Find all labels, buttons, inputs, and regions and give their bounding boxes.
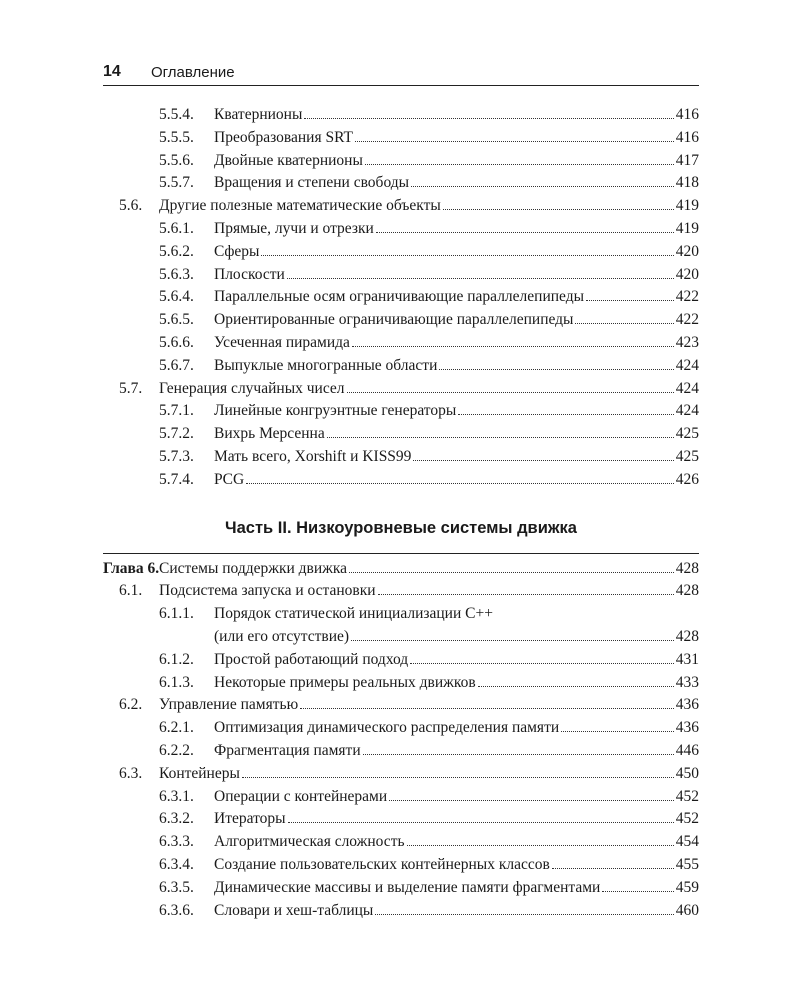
- toc-entry-title: Линейные конгруэнтные генераторы: [214, 402, 457, 420]
- dot-leader: [378, 593, 674, 595]
- toc-entry: [103, 218, 699, 241]
- toc-section-before: [103, 104, 699, 492]
- dot-leader: [411, 185, 674, 187]
- toc-entry-page: 416: [675, 106, 699, 123]
- toc-entry-page: 446: [675, 741, 699, 759]
- toc-entry-title: Параллельные осям ограничивающие параллелепипеды: [214, 288, 585, 306]
- toc-entry: [103, 332, 699, 355]
- toc-entry-title: Оптимизация динамического распределения памяти: [214, 719, 560, 737]
- toc-entry: [103, 603, 699, 649]
- toc-entry-number: 6.3.5.: [159, 878, 194, 896]
- toc-entry-number: 5.6.3.: [159, 265, 194, 283]
- toc-entry: [103, 355, 699, 378]
- toc-entry-title: Подсистема запуска и остановки: [159, 582, 376, 600]
- toc-entry-number: Глава 6.: [103, 559, 160, 577]
- dot-leader: [261, 254, 673, 256]
- toc-entry: [103, 900, 699, 923]
- toc-entry-number: 6.1.: [119, 582, 143, 600]
- toc-entry-number: 6.3.2.: [159, 810, 194, 828]
- toc-entry-title: Генерация случайных чисел: [159, 379, 345, 397]
- toc-entry-title: Алгоритмическая сложность: [214, 833, 405, 851]
- toc-entry-number: 5.7.4.: [159, 470, 194, 488]
- toc-entry-title: Некоторые примеры реальных движков: [214, 673, 476, 691]
- toc-entry-title-line1: Порядок статической инициализации С++: [214, 605, 493, 623]
- dot-leader: [389, 799, 674, 801]
- toc-entry-number: 6.2.1.: [159, 719, 194, 737]
- toc-entry-title: Выпуклые многогранные области: [214, 356, 438, 374]
- dot-leader: [602, 890, 673, 892]
- toc-entry-title: Динамические массивы и выделение памяти фрагментами: [214, 878, 601, 896]
- toc-entry-title: Системы поддержки движка: [159, 559, 348, 577]
- toc-entry-number: 5.6.2.: [159, 242, 194, 260]
- toc-entry-page: 416: [675, 128, 699, 146]
- toc-entry: [103, 309, 699, 332]
- toc-entry-page: 420: [675, 265, 699, 283]
- running-title: Оглавление: [151, 64, 235, 81]
- toc-entry-number: 6.2.: [119, 696, 143, 714]
- toc-entry-number: 6.3.6.: [159, 901, 194, 919]
- toc-entry-page: 422: [675, 288, 699, 306]
- toc-entry-page: 428: [675, 582, 699, 600]
- dot-leader: [552, 867, 674, 869]
- dot-leader: [376, 231, 674, 233]
- toc-entry: [103, 264, 699, 287]
- dot-leader: [287, 277, 674, 279]
- toc-entry: [103, 717, 699, 740]
- toc-entry: [103, 877, 699, 900]
- toc-entry: [103, 286, 699, 309]
- toc-entry-number: 5.7.2.: [159, 425, 194, 443]
- toc-entry-title: Усеченная пирамида: [214, 333, 350, 351]
- dot-leader: [347, 391, 674, 393]
- toc-entry-title: Преобразования SRT: [214, 128, 353, 146]
- toc-entry-title: Плоскости: [214, 265, 285, 283]
- toc-entry-title: Вихрь Мерсенна: [214, 425, 325, 443]
- toc-entry: [103, 150, 699, 173]
- toc-entry-title: Мать всего, Xorshift и KISS99: [214, 447, 412, 465]
- dot-leader: [355, 140, 674, 142]
- toc-entry-title: (или его отсутствие): [214, 627, 350, 645]
- table-of-contents: [103, 104, 699, 922]
- toc-entry: [103, 172, 699, 195]
- dot-leader: [413, 459, 673, 461]
- toc-entry-page: 426: [675, 470, 699, 488]
- toc-entry-title: Двойные кватернионы: [214, 151, 363, 169]
- toc-entry-page: 419: [675, 219, 699, 237]
- toc-entry-page: 418: [675, 174, 699, 192]
- toc-entry-page: 454: [675, 833, 699, 851]
- toc-entry: [103, 672, 699, 695]
- dot-leader: [561, 730, 674, 732]
- toc-entry-title: Ориентированные ограничивающие параллелепипеды: [214, 311, 574, 329]
- toc-entry-number: 6.1.2.: [159, 650, 194, 668]
- toc-entry-title: Итераторы: [214, 810, 286, 828]
- toc-entry: [103, 104, 699, 127]
- dot-leader: [288, 821, 674, 823]
- toc-entry-number: 6.1.3.: [159, 673, 194, 691]
- dot-leader: [363, 753, 674, 755]
- toc-entry: [103, 241, 699, 264]
- page-header: [103, 63, 699, 86]
- dot-leader: [242, 776, 674, 778]
- toc-entry-page: 428: [675, 627, 699, 645]
- dot-leader: [586, 299, 674, 301]
- toc-entry: [103, 400, 699, 423]
- toc-entry-title: Управление памятью: [159, 696, 299, 714]
- toc-entry-number: 6.3.3.: [159, 833, 194, 851]
- toc-entry-page: 428: [675, 559, 699, 577]
- dot-leader: [351, 639, 674, 641]
- dot-leader: [407, 844, 674, 846]
- toc-entry: [103, 378, 699, 401]
- toc-entry-number: 5.5.5.: [159, 128, 194, 146]
- toc-entry: [103, 740, 699, 763]
- toc-entry-number: 5.6.4.: [159, 288, 194, 306]
- toc-entry-page: 436: [675, 696, 699, 714]
- toc-entry-title: PCG: [214, 470, 245, 488]
- toc-entry-number: 5.6.5.: [159, 311, 194, 329]
- toc-entry-page: 425: [675, 425, 699, 443]
- part-title: Часть II. Низкоуровневые системы движка: [225, 518, 577, 537]
- dot-leader: [300, 707, 674, 709]
- dot-leader: [365, 163, 674, 165]
- toc-entry-page: 424: [675, 379, 699, 397]
- toc-entry-page: 450: [675, 764, 699, 782]
- toc-entry-title: Простой работающий подход: [214, 650, 409, 668]
- dot-leader: [375, 913, 673, 915]
- toc-entry-title: Создание пользовательских контейнерных классов: [214, 855, 550, 873]
- toc-entry: [103, 854, 699, 877]
- toc-entry: [103, 649, 699, 672]
- toc-entry: [103, 558, 699, 581]
- toc-entry-page: 425: [675, 447, 699, 465]
- page-number: 14: [103, 63, 121, 80]
- toc-entry-page: 423: [675, 333, 699, 351]
- toc-entry-title: Прямые, лучи и отрезки: [214, 219, 374, 237]
- toc-entry-number: 5.7.3.: [159, 447, 194, 465]
- toc-entry-page: 424: [675, 402, 699, 420]
- toc-entry: [103, 694, 699, 717]
- toc-entry: [103, 786, 699, 809]
- toc-entry-page: 459: [675, 878, 699, 896]
- dot-leader: [352, 345, 674, 347]
- toc-entry-page: 433: [675, 673, 699, 691]
- toc-entry: [103, 808, 699, 831]
- toc-entry-number: 5.7.1.: [159, 402, 194, 420]
- toc-entry-number: 5.5.6.: [159, 151, 194, 169]
- toc-entry-title: Операции с контейнерами: [214, 787, 388, 805]
- toc-entry-number: 5.6.: [119, 197, 143, 215]
- dot-leader: [246, 482, 674, 484]
- toc-entry-title: Контейнеры: [159, 764, 240, 782]
- toc-entry: [103, 446, 699, 469]
- toc-entry-number: 6.1.1.: [159, 605, 194, 623]
- toc-entry-page: 420: [675, 242, 699, 260]
- toc-entry-page: 417: [675, 151, 699, 169]
- toc-entry: [103, 580, 699, 603]
- toc-entry: [103, 195, 699, 218]
- toc-entry: [103, 763, 699, 786]
- toc-entry: [103, 127, 699, 150]
- toc-entry-number: 5.6.6.: [159, 333, 194, 351]
- toc-entry-number: 5.6.1.: [159, 219, 194, 237]
- dot-leader: [575, 322, 673, 324]
- toc-entry-number: 5.7.: [119, 379, 143, 397]
- toc-entry-page: 419: [675, 197, 699, 215]
- toc-entry-page: 460: [675, 901, 699, 919]
- toc-section-after: [103, 558, 699, 923]
- toc-entry-page: 424: [675, 356, 699, 374]
- toc-entry-title: Другие полезные математические объекты: [159, 197, 441, 215]
- toc-entry-page: 436: [675, 719, 699, 737]
- toc-entry-page: 431: [675, 650, 699, 668]
- dot-leader: [458, 413, 673, 415]
- part-divider: [103, 539, 699, 554]
- toc-entry-title: Кватернионы: [214, 106, 303, 123]
- toc-entry-number: 5.5.4.: [159, 106, 194, 123]
- dot-leader: [478, 685, 674, 687]
- toc-entry: [103, 831, 699, 854]
- dot-leader: [439, 368, 673, 370]
- toc-entry-title: Словари и хеш-таблицы: [214, 901, 374, 919]
- toc-entry-title: Вращения и степени свободы: [214, 174, 410, 192]
- toc-entry-number: 5.5.7.: [159, 174, 194, 192]
- toc-entry-title: Фрагментация памяти: [214, 741, 361, 759]
- dot-leader: [304, 117, 673, 119]
- toc-entry-number: 6.3.1.: [159, 787, 194, 805]
- toc-entry-page: 455: [675, 855, 699, 873]
- dot-leader: [443, 208, 674, 210]
- toc-entry-number: 6.2.2.: [159, 741, 194, 759]
- toc-entry-number: 5.6.7.: [159, 356, 194, 374]
- toc-entry-number: 6.3.: [119, 764, 143, 782]
- toc-entry: [103, 469, 699, 492]
- toc-entry-number: 6.3.4.: [159, 855, 194, 873]
- toc-entry-title: Сферы: [214, 242, 260, 260]
- toc-entry-page: 422: [675, 311, 699, 329]
- toc-entry: [103, 423, 699, 446]
- toc-entry-page: 452: [675, 810, 699, 828]
- toc-entry-page: 452: [675, 787, 699, 805]
- dot-leader: [410, 662, 674, 664]
- dot-leader: [349, 571, 674, 573]
- dot-leader: [327, 436, 674, 438]
